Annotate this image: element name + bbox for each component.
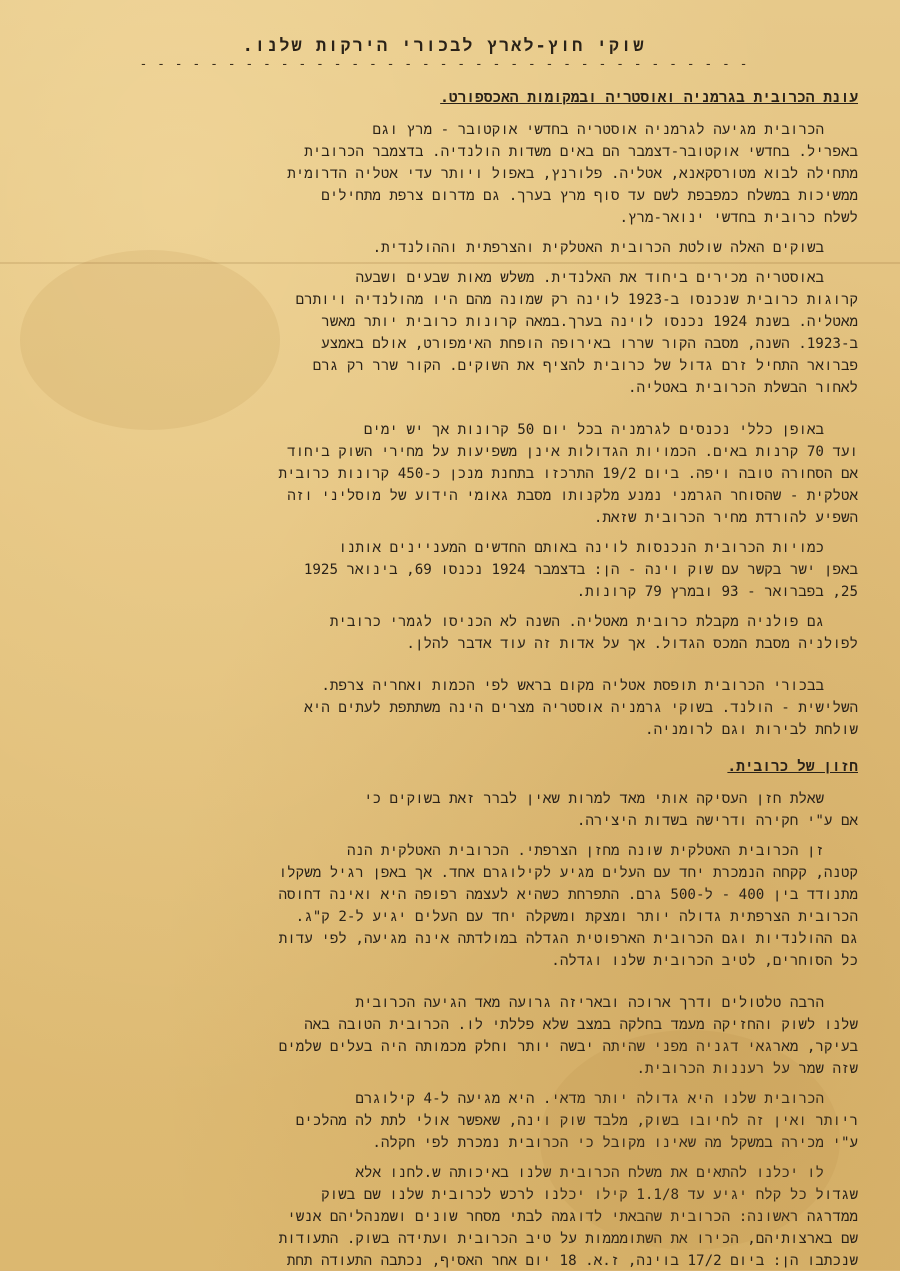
text-line: בבכורי הכרובית תופסת אטליה מקום בראש לפי הכמות ואחריה צרפת. [321,678,824,694]
paragraph [30,788,858,832]
text-line: קרוגות כרובית שנכנסו ב-1923 לוינה רק שמונה מהם היו מהולנדיה ויותרם [295,292,858,308]
text-line: באפן ישר בקשר עם שוק וינה - הן: בדצמבר 1924 נכנסו 69, בינואר 1925 [303,562,858,578]
paragraph [30,419,858,529]
text-line: ריותר ואין זה לחיובו בשוק, מלבד שוק וינה, שאפשר אולי לתת לה מהלכים [295,1113,858,1129]
text-line: זן הכרובית האטלקית שונה מחזן הצרפתי. הכרובית האטלקית הנה [346,843,824,859]
text-line: 25, בפברואר - 93 ובמרץ 79 קרונות. [576,584,858,600]
text-line: גם ההולנדיות וגם הכרובית הארפוטית הגדלה במולדתה אינה מגיעה, לפי עדות [278,931,858,947]
paragraph [30,840,858,972]
text-line: הכרובית מגיעה לגרמניה אוסטריה בחדשי אוקטובר - מרץ וגם [372,122,824,138]
text-line: לפולניה מסבת המכס הגדול. אך על אדות זה עוד אדבר להלן. [406,636,858,652]
paper-fold [0,262,900,264]
text-line: ע"י מכירה במשקל מה שאינו מקובל כי הכרובית נמכרת לפי חקלה. [372,1135,858,1151]
text-line: שנכתבו הן: ביום 17/2 בוינה, ז.א. 18 יום אחר האסיף, נכתבה התעודה תחת [286,1253,858,1269]
text-line: לשלח כרובית בחדשי ינואר-מרץ. [619,210,858,226]
paragraph [30,1162,858,1271]
text-line: שם בארצותיהם, הכירו את השתומממות על טיב הכרובית ועתידה בשוק. התעודות [278,1231,858,1247]
text-line: שגדול כל קלח יגיע עד 1.1/8 קילו יכלנו לרכש לכרובית שלנו שם בשוק [321,1187,858,1203]
text-line: באוסטריה מכירים ביחוד את האלנדית. משלש מאות שבעים ושבעה [355,270,824,286]
text-line: לו יכלנו להתאים את משלח הכרובית שלנו באיכותה ש.לחנו אלא [355,1165,824,1181]
text-line: בשוקים האלה שולטת הכרובית האטלקית והצרפתית וההולנדית. [372,240,824,256]
text-line: הכרובית הצרפתית גדולה יותר ומצקת ומשקלה יחד עם העלים יגיע ל-2 ק"ג. [295,909,858,925]
text-line: קטנה, קקחה הנמכרת יחד עם העלים מגיע לקילוגרם אחד. אך באפן רגיל משקלו [278,865,858,881]
section-heading: חזון של כרובית. [727,759,858,775]
text-line: כמויות הכרובית הנכנסות לוינה באותם החדשים המעניינים אותנו [338,540,824,556]
text-line: גם פולניה מקבלת כרובית מאטליה. השנה לא הכניסו לגמרי כרובית [329,614,824,630]
text-line: מתחילה לבוא מטורסקאנא, אטליה. פלורנץ, באפול ויותר עדי אטליה הדרומית [287,166,858,182]
text-line: ועד 70 קרנות באים. הכמויות הגדולות אינן משפיעות על מחירי השוק ביחוד [287,444,858,460]
text-line: ממדרגה ראשונה: הכרובית שהבאתי לדוגמה לבתי מסחר שונים ושמנהליהם אנשי [287,1209,858,1225]
text-line: שזה שמר על רעננות הכרובית. [636,1061,858,1077]
text-line: לאחור הבשלת הכרובית באטליה. [628,380,858,396]
paragraph [30,611,858,655]
text-line: מתנודד בין 400 - ל-500 גרם. התפרחת כשהיא לעצמה רפופה היא ואינה דחוסה [278,887,858,903]
text-line: ב-1923. השנה, מסבה הקור שררו באירופה הופחת האימפורט, אולם באמצע [321,336,858,352]
text-line: כל הסוחרים, לטיב הכרובית שלנו וגדלה. [551,953,858,969]
text-line: אם הסחורה טובה ויפה. ביום 19/2 התרכזו בתחנת מנכן כ-450 קרונות כרובית [278,466,858,482]
section-heading: עונת הכרובית בגרמניה ואוסטריה ובמקומות האכספורט. [440,90,858,106]
text-line: שאלת חזן העסיקה אותי מאד למרות שאין לברר זאת בשוקים כי [363,791,824,807]
text-line: אם ע"י חקירה ודרישה בשדות היצירה. [576,813,858,829]
text-line: הרבה טלטולים ודרך ארוכה ובאריזה גרועה מאד הגיעה הכרובית [355,995,824,1011]
paragraph [30,267,858,399]
paragraph [30,237,858,259]
document-title: שוקי חוץ-לארץ לבכורי הירקות שלנו. [242,36,646,56]
text-line: פברואר התחיל זרם גדול של כרובית להציף את השוקים. הקור שרר רק גרם [312,358,858,374]
text-line: שולחת לבירות וגם לרומניה. [645,722,858,738]
text-line: מאטליה. בשנת 1924 נכנסו לוינה בערך.במאה קרונות כרובית יותר מאשר [321,314,858,330]
paragraph [30,119,858,229]
text-line: השפיע להורדת מחיר הכרובית שזאת. [593,510,858,526]
text-line: אטלקית - שהסוחר הגרמני נמנע מלקנותו מסבת גאומי הידוע של מוסליני וזה [287,488,858,504]
text-line: באופן כללי נכנסים לגרמניה בכל יום 50 קרונות אך יש ימים [363,422,824,438]
paragraph [30,537,858,603]
text-line: בעיקר, מארגאי דגניה מפני שהיתה יבשה יותר וחלק מכמותה היה בעלים שלמים [278,1039,858,1055]
title-underline: - - - - - - - - - - - - - - - - - - - - - - - - - - - - - - - - - - - [139,57,749,72]
text-line: ממשיכות במשלח כמפבפת לשם עד סוף מרץ בערך. גם מדרום צרפת מתחילים [321,188,858,204]
text-line: הכרובית שלנו היא גדולה יותר מדאי. היא מגיעה ל-4 קילוגרם [355,1091,824,1107]
document-body [30,90,858,1271]
text-line: השלישית - הולנד. בשוקי גרמניה אוסטריה מצרים הינה משתתפת לעתים היא [304,700,858,716]
paragraph [30,675,858,741]
paragraph [30,992,858,1080]
paragraph [30,1088,858,1154]
text-line: באפריל. בחדשי אוקטובר-דצמבר הם באים משדות הולנדיה. בדצמבר הכרובית [304,144,858,160]
text-line: שלנו לשוק והחזיקה מעמד בחלקה במצב שלא פללתי לו. הכרובית הטובה באה [304,1017,858,1033]
